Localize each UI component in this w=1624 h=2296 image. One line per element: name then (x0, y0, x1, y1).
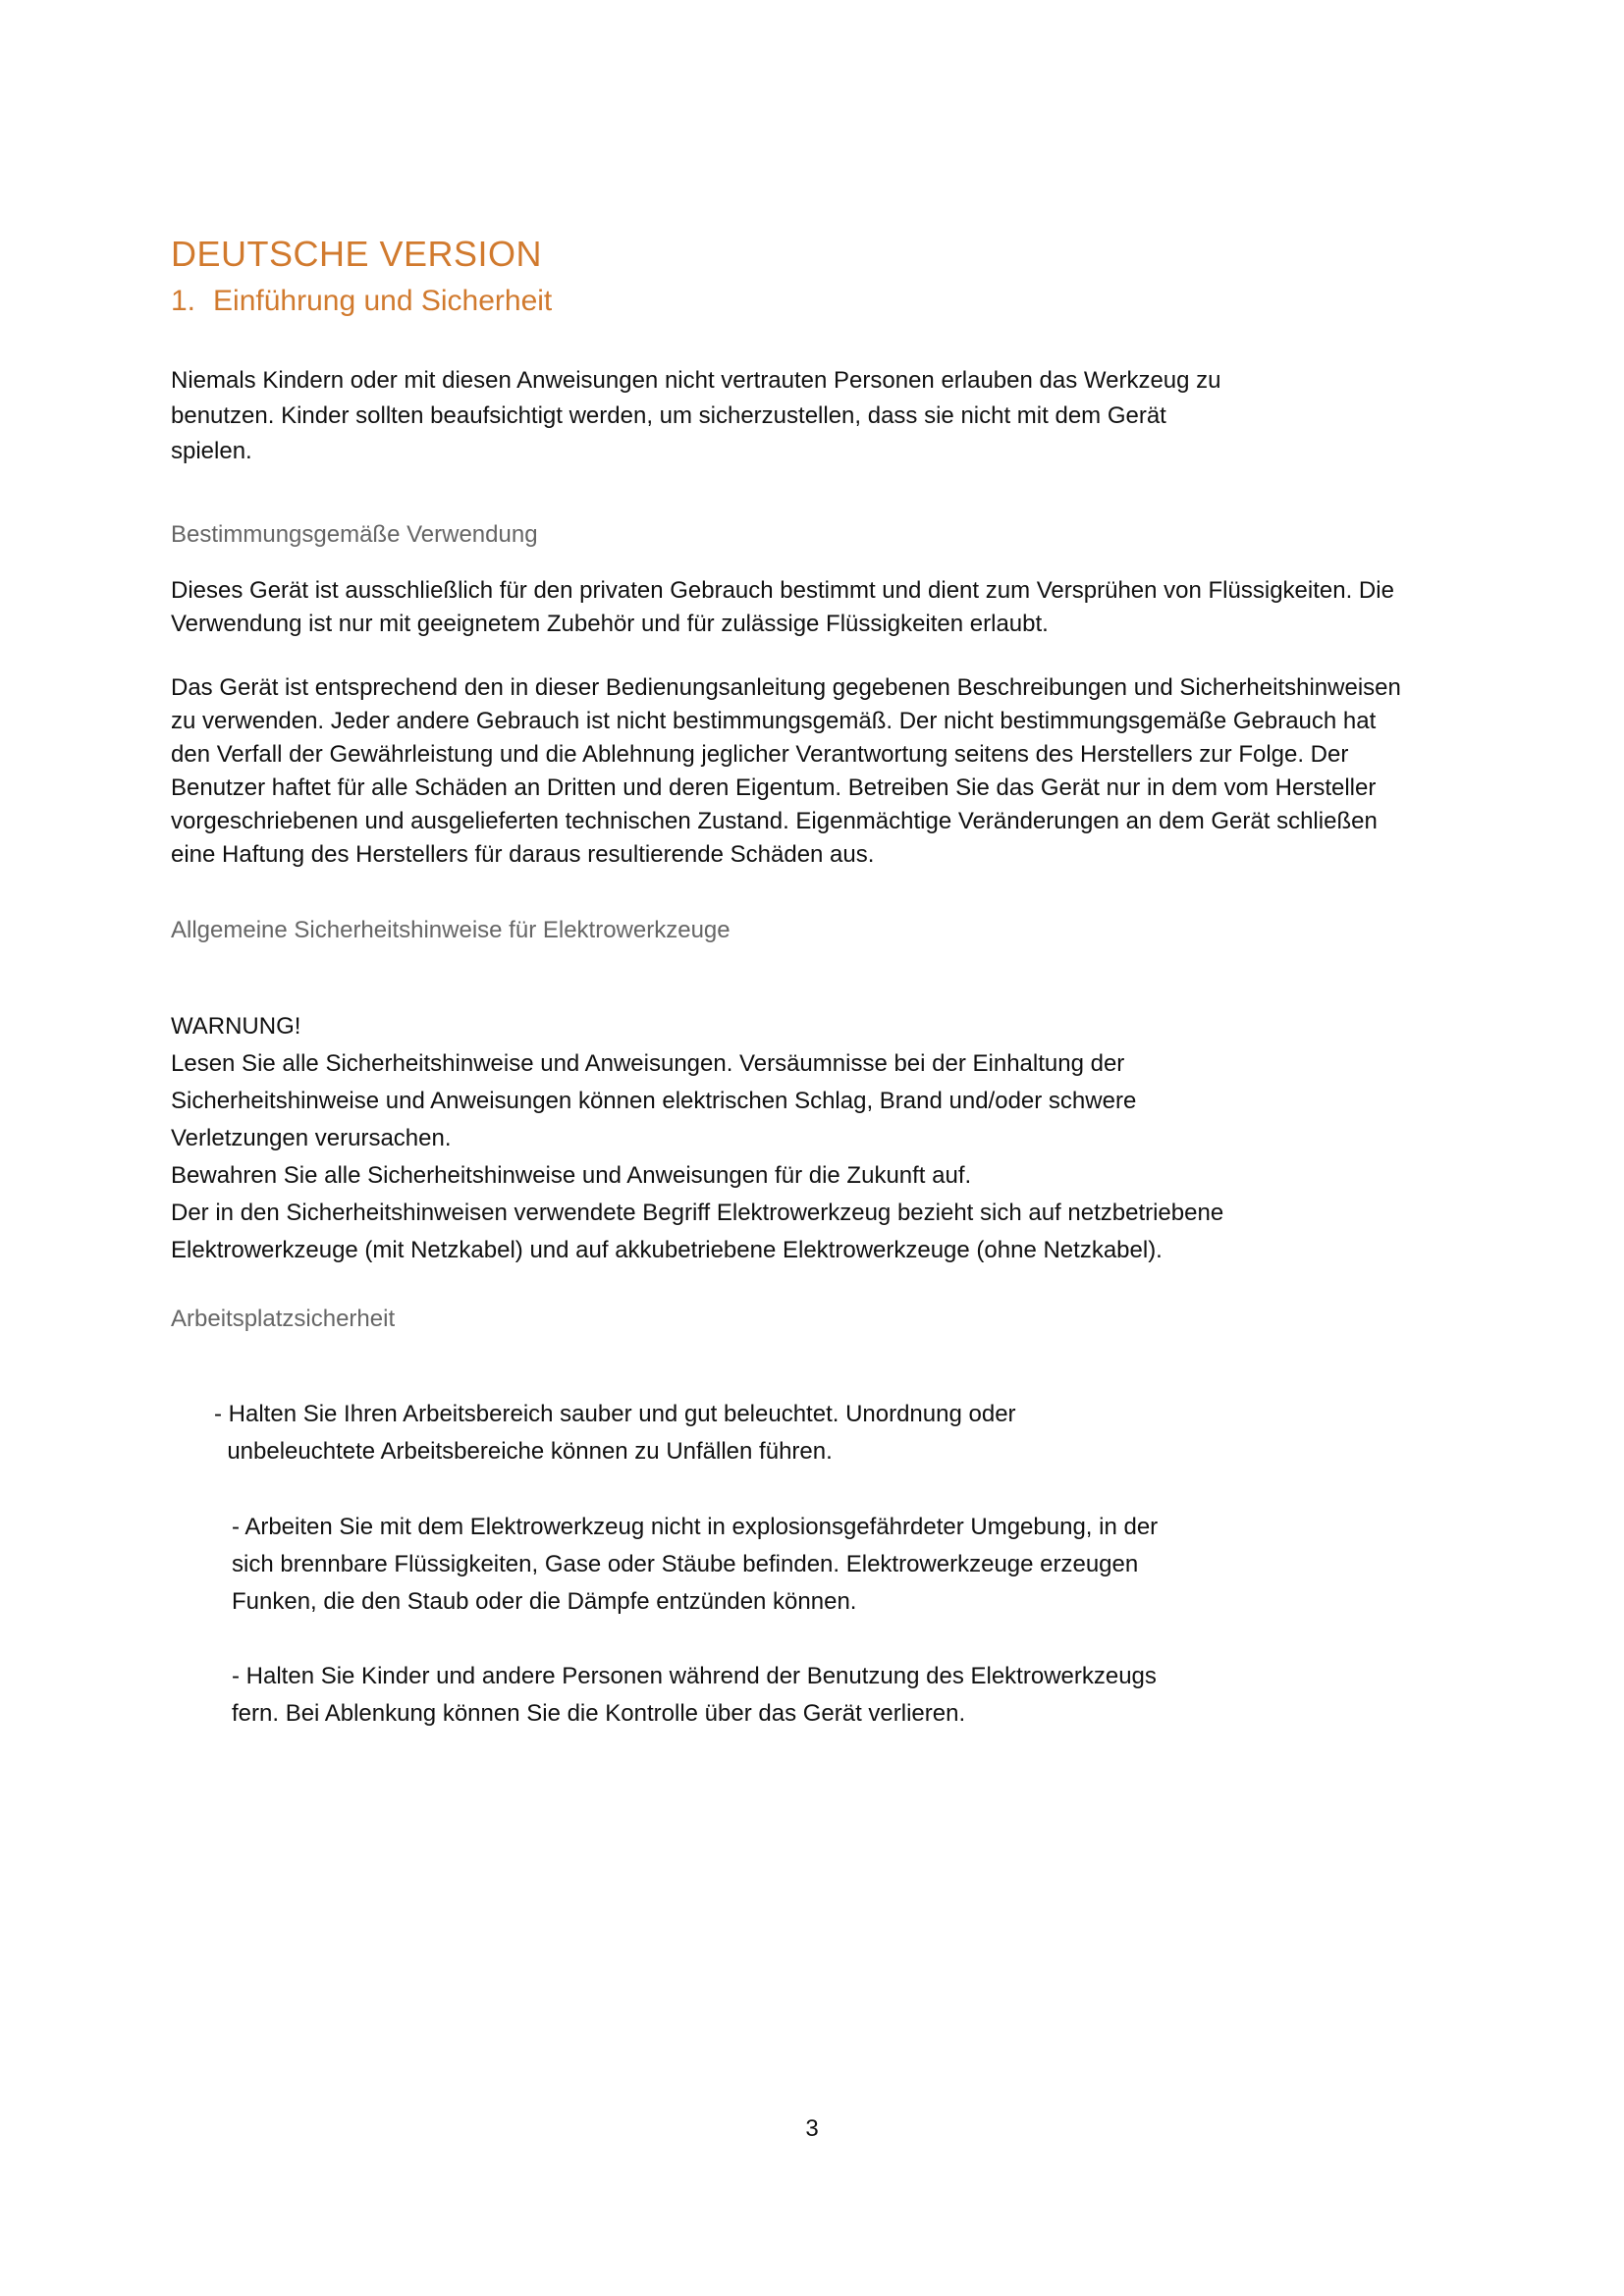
workplace-safety-heading: Arbeitsplatzsicherheit (171, 1306, 396, 1332)
general-safety-warning: WARNUNG! Lesen Sie alle Sicherheitshinweise und Anweisungen. Versäumnisse bei der Einhaltung der Sicherheitshinweise und Anweisungen können elektrischen Schlag, Brand und/oder schwere Verletzungen verursachen. Bewahren Sie alle Sicherheitshinweise und Anweisungen für die Zukunft auf. Der in den Sicherheitshinweisen verwendete Begriff Elektrowerkzeug bezieht sich auf netzbetriebene Elektrowerkzeuge (mit Netzkabel) und auf akkubetriebene Elektrowerkzeuge (ohne Netzkabel). (171, 1013, 1224, 1263)
general-safety-heading: Allgemeine Sicherheitshinweise für Elektrowerkzeuge (171, 917, 731, 943)
document-title: DEUTSCHE VERSION (171, 234, 543, 274)
section-number: 1. (171, 285, 196, 317)
workplace-bullet-3: - Halten Sie Kinder und andere Personen während der Benutzung des Elektrowerkzeugs fern. Bei Ablenkung können Sie die Kontrolle über das Gerät verlieren. (232, 1663, 1157, 1727)
workplace-bullet-1: - Halten Sie Ihren Arbeitsbereich sauber und gut beleuchtet. Unordnung oder unbeleuchtete Arbeitsbereiche können zu Unfällen führen. (214, 1401, 1016, 1465)
workplace-bullet-2: - Arbeiten Sie mit dem Elektrowerkzeug nicht in explosionsgefährdeter Umgebung, in der sich brennbare Flüssigkeiten, Gase oder Stäube befinden. Elektrowerkzeuge erzeugen Funken, die den Staub oder die Dämpfe entzünden können. (232, 1514, 1159, 1615)
page-number: 3 (805, 2115, 819, 2142)
intended-use-paragraph-2: Das Gerät ist entsprechend den in dieser Bedienungsanleitung gegebenen Beschreibungen und Sicherheitshinweisen zu verwenden. Jeder andere Gebrauch ist nicht bestimmungsgemäß. Der nicht bestimmungsgemäße Gebrauch hat den Verfall der Gewährleistung und die Ablehnung jeglicher Verantwortung seitens des Herstellers zur Folge. Der Benutzer haftet für alle Schäden an Dritten und deren Eigentum. Betreiben Sie das Gerät nur in dem vom Hersteller vorgeschriebenen und ausgelieferten technischen Zustand. Eigenmächtige Veränderungen an dem Gerät schließen eine Haftung des Herstellers für daraus resultierende Schäden aus. (171, 674, 1401, 868)
section-title (171, 285, 552, 318)
intended-use-heading: Bestimmungsgemäße Verwendung (171, 521, 538, 548)
intro-paragraph: Niemals Kindern oder mit diesen Anweisungen nicht vertrauten Personen erlauben das Werkzeug zu benutzen. Kinder sollten beaufsichtigt werden, um sicherzustellen, dass sie nicht mit dem Gerät spielen. (171, 367, 1221, 464)
section-title-text: Einführung und Sicherheit (213, 285, 553, 317)
intended-use-paragraph-1: Dieses Gerät ist ausschließlich für den privaten Gebrauch bestimmt und dient zum Versprühen von Flüssigkeiten. Die Verwendung ist nur mit geeignetem Zubehör und für zulässige Flüssigkeiten erlaubt. (171, 577, 1394, 637)
